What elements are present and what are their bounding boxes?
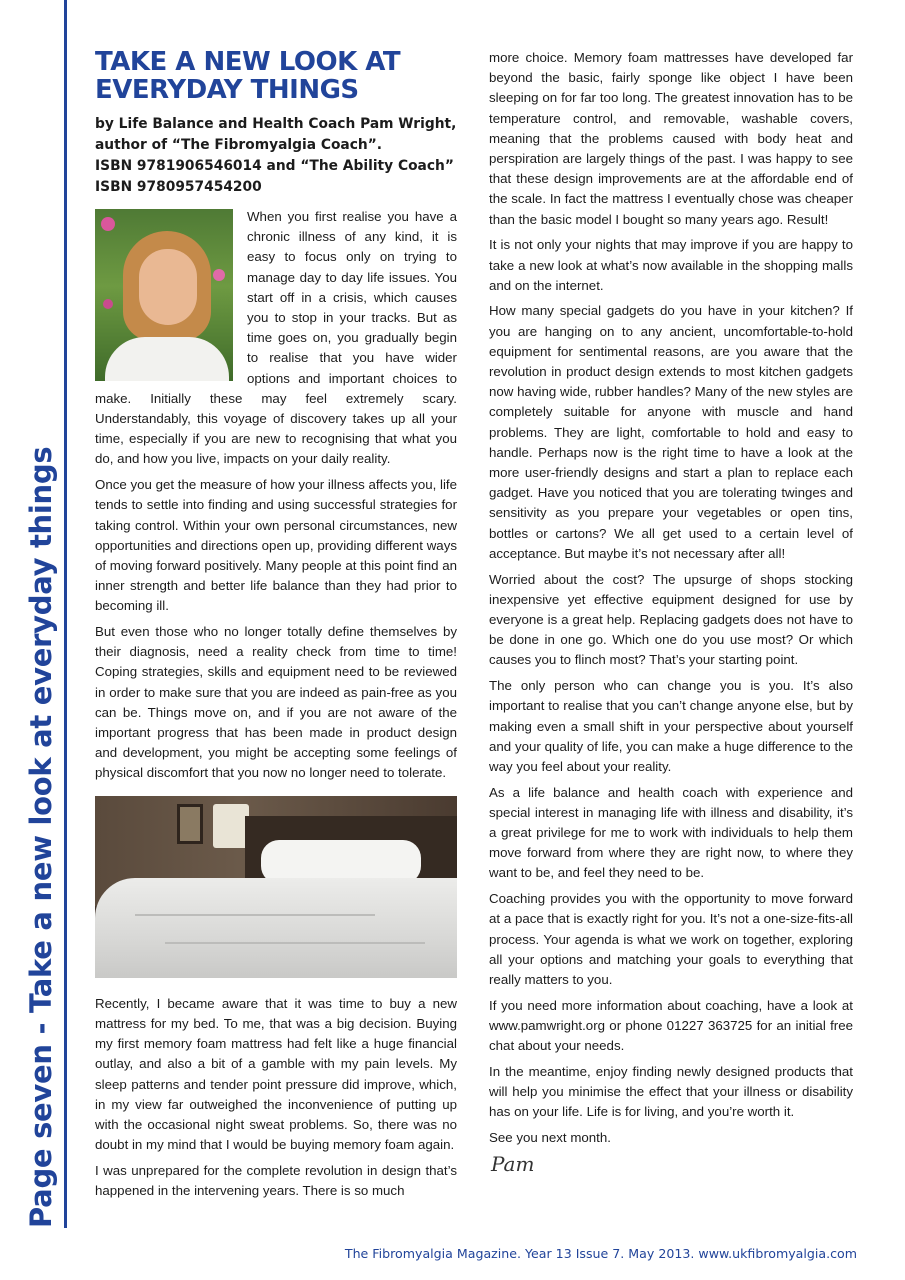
left-body — [95, 207, 457, 1201]
bed-photo-image — [95, 796, 457, 978]
author-signature: Pam — [491, 1151, 535, 1176]
paragraph: See you next month. — [489, 1129, 611, 1145]
side-title: Page seven - Take a new look at everyday things — [24, 446, 58, 1228]
paragraph: Coaching provides you with the opportunity to move forward at a pace that is exactly right for you. It’s not a one-size-fits-all process. Your agenda is what we work on together, exploring all your options and matching your goals to everything that really matters to you. — [489, 891, 853, 987]
paragraph: Recently, I became aware that it was time to buy a new mattress for my bed. To me, that was a big decision. Buying my first memory foam mattress had felt like a huge financial outlay, and also a bit of a gamble with my pain levels. My sleep patterns and tender point pressure did improve, which, in my view far outweighed the inconvenience of putting up with the occasional night sweat problems. So, there was no doubt in my mind that I would be buying memory foam again. — [95, 995, 457, 1153]
paragraph: When you first realise you have a chronic illness of any kind, it is easy to focus only on trying to manage day to day life issues. You start off in a crisis, which causes you to stop in your tracks. But as time goes on, you gradually begin to realise that you have wider options and important choices to make. Initially these may feel extremely scary. Understandably, this voyage of discovery takes up all your time, especially if you are new to recognising that what you do, and how you live, impacts on your daily reality. — [95, 209, 457, 467]
side-rule — [64, 0, 67, 1228]
paragraph: As a life balance and health coach with experience and special interest in managing life with illness and disability, it’s a great privilege for me to work with individuals to help them move forward from where they are right now, to where they want to be, and feel they need to be. — [489, 784, 853, 881]
byline-line: author of “The Fibromyalgia Coach”. — [95, 137, 383, 153]
paragraph: The only person who can change you is you. It’s also important to realise that you can’t change anyone else, but by making even a small shift in your perspective about yourself and your quality of life, you can make a huge difference to the way you feel about your reality. — [489, 678, 853, 774]
paragraph: Once you get the measure of how your illness affects you, life tends to settle into finding and using successful strategies for taking control. Within your own personal circumstances, new opportunities and directions open up, providing different ways of moving forward positively. Many people at this point find an inner strength and better life balance than they had prior to becoming ill. — [95, 477, 457, 614]
byline-line: by Life Balance and Health Coach Pam Wright, — [95, 116, 457, 132]
paragraph: more choice. Memory foam mattresses have developed far beyond the basic, fairly sponge like object I have been sleeping on for far too long. The greatest innovation has to be temperature control, and removable, washable covers, meaning that the problems caused with body heat and perspiration are largely things of the past. I was happy to see that these design improvements are at the affordable end of the scale. In fact the mattress I eventually chose was cheaper than the basic model I bought so many years ago. Result! — [489, 50, 853, 227]
byline-line: ISBN 9780957454200 — [95, 179, 262, 195]
paragraph: How many special gadgets do you have in your kitchen? If you are hanging on to any ancient, uncomfortable-to-hold equipment for sentimental reasons, are you aware that the revolution in product design extends to most kitchen gadgets now having wide, rubber handles? Many of the new styles are completely suitable for anyone with muscle and hand problems. They are light, comfortable to hold and easy to handle. Perhaps now is the right time to have a look at the more user-friendly designs and start a plan to replace each gadget. Have you noticed that you are tolerating twinges and sensitivity as you prepare your vegetables or open tins, bottles or cartons? We all get used to a certain level of acceptance. But maybe it’s not necessary after all! — [489, 303, 853, 561]
paragraph: But even those who no longer totally define themselves by their diagnosis, need a reality check from time to time! Coping strategies, skills and equipment need to be reviewed in order to make sure that you are indeed as pain-free as you can be. Things move on, and if you are not aware of the important progress that has been made in product design and development, you might be accepting some feelings of physical discomfort that you now no longer need to tolerate. — [95, 624, 457, 781]
paragraph: In the meantime, enjoy finding newly designed products that will help you minimise the effect that your illness or disability has on your life. Life is for living, and you’re worth it. — [489, 1063, 853, 1120]
right-column — [489, 48, 853, 1176]
article-headline: TAKE A NEW LOOK AT EVERYDAY THINGS — [95, 47, 401, 105]
byline-line: ISBN 9781906546014 and “The Ability Coach” — [95, 158, 454, 174]
article-byline — [95, 114, 457, 198]
paragraph: I was unprepared for the complete revolution in design that’s happened in the intervening years. There is so much — [95, 1162, 457, 1199]
paragraph: It is not only your nights that may improve if you are happy to take a new look at what’s now available in the shopping malls and on the internet. — [489, 237, 853, 293]
left-column — [95, 48, 457, 1207]
author-portrait-image — [95, 209, 233, 381]
paragraph: If you need more information about coaching, have a look at www.pamwright.org or phone 01227 363725 for an initial free chat about your needs. — [489, 997, 853, 1054]
paragraph: Worried about the cost? The upsurge of shops stocking inexpensive yet effective equipment designed for use by everyone is a great help. Replacing gadgets does not have to be done in one go. Which one do you use most? Or which causes you to flinch most? That’s your starting point. — [489, 571, 853, 668]
page-footer: The Fibromyalgia Magazine. Year 13 Issue 7. May 2013. www.ukfibromyalgia.com — [344, 1246, 857, 1261]
